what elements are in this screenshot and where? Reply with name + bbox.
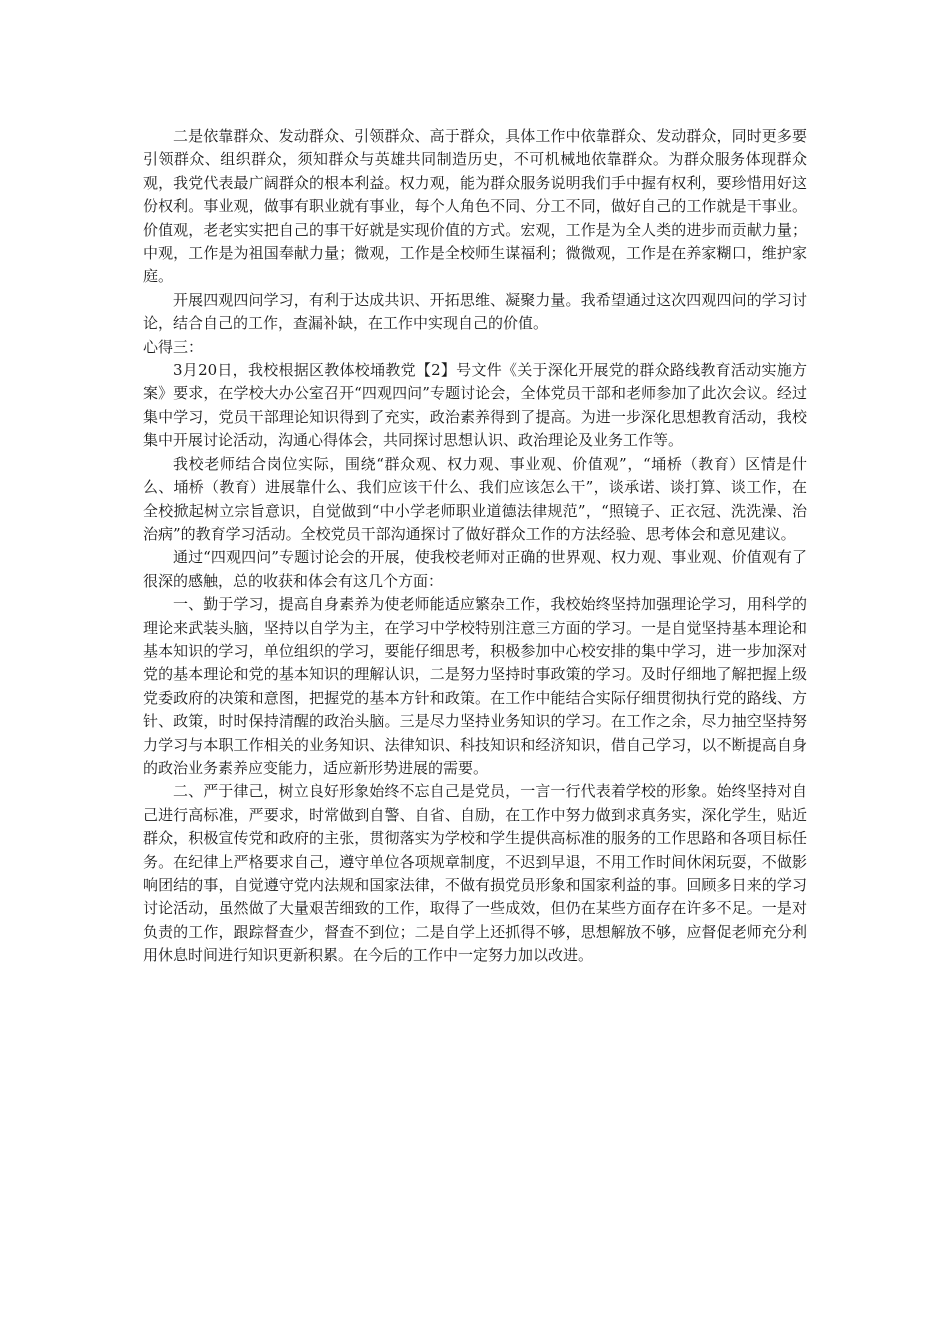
paragraph-1: 二是依靠群众、发动群众、引领群众、高于群众，具体工作中依靠群众、发动群众，同时更多要引领群众、组织群众，须知群众与英雄共同制造历史，不可机械地依靠群众。为群众服务体现群众观，我党代表最广阔群众的根本利益。权力观，能为群众服务说明我们手中握有权利，要珍惜用好这份权利。事业观，做事有职业就有事业，每个人角色不同、分工不同，做好自己的工作就是干事业。价值观，老老实实把自己的事干好就是实现价值的方式。宏观，工作是为全人类的进步而贡献力量；中观，工作是为祖国奉献力量；微观，工作是全校师生谋福利；微微观，工作是在养家糊口，维护家庭。 — [143, 127, 807, 286]
paragraph-2: 开展四观四问学习，有利于达成共识、开拓思维、凝聚力量。我希望通过这次四观四问的学习讨论，结合自己的工作，查漏补缺，在工作中实现自己的价值。 — [143, 290, 807, 333]
section-paragraph-1: 3月20日，我校根据区教体校埇教党【2】号文件《关于深化开展党的群众路线教育活动实施方案》要求，在学校大办公室召开“四观四问”专题讨论会，全体党员干部和老师参加了此次会议。经过集中学习，党员干部理论知识得到了充实，政治素养得到了提高。为进一步深化思想教育活动，我校集中开展讨论活动，沟通心得体会，共同探讨思想认识、政治理论及业务工作等。 — [143, 361, 807, 450]
section-paragraph-4: 一、勤于学习，提高自身素养为使老师能适应繁杂工作，我校始终坚持加强理论学习，用科学的理论来武装头脑，坚持以自学为主，在学习中学校特别注意三方面的学习。一是自觉坚持基本理论和基本知识的学习，单位组织的学习，要能仔细思考，积极参加中心校安排的集中学习，进一步加深对党的基本理论和党的基本知识的理解认识，二是努力坚持时事政策的学习。及时仔细地了解把握上级党委政府的决策和意图，把握党的基本方针和政策。在工作中能结合实际仔细贯彻执行党的路线、方针、政策，时时保持清醒的政治头脑。三是尽力坚持业务知识的学习。在工作之余，尽力抽空坚持努力学习与本职工作相关的业务知识、法律知识、科技知识和经济知识，借自己学习，以不断提高自身的政治业务素养应变能力，适应新形势进展的需要。 — [143, 595, 807, 777]
section-heading: 心得三： — [143, 337, 204, 356]
section-paragraph-2: 我校老师结合岗位实际，围绕“群众观、权力观、事业观、价值观”，“埇桥（教育）区情是什么、埇桥（教育）进展靠什么、我们应该干什么、我们应该怎么干”，谈承诺、谈打算、谈工作，在全校掀起树立宗旨意识，自觉做到“中小学老师职业道德法律规范”，“照镜子、正衣冠、洗洗澡、治治病”的教育学习活动。全校党员干部沟通探讨了做好群众工作的方法经验、思考体会和意见建议。 — [143, 454, 807, 543]
section-paragraph-5: 二、严于律己，树立良好形象始终不忘自己是党员，一言一行代表着学校的形象。始终坚持对自己进行高标准，严要求，时常做到自警、自省、自励，在工作中努力做到求真务实，深化学生，贴近群众，积极宣传党和政府的主张，贯彻落实为学校和学生提供高标准的服务的工作思路和各项目标任务。在纪律上严格要求自己，遵守单位各项规章制度，不迟到早退，不用工作时间休闲玩耍，不做影响团结的事，自觉遵守党内法规和国家法律，不做有损党员形象和国家利益的事。回顾多日来的学习讨论活动，虽然做了大量艰苦细致的工作，取得了一些成效，但仍在某些方面存在许多不足。一是对负责的工作，跟踪督查少，督查不到位；二是自学上还抓得不够，思想解放不够，应督促老师充分利用休息时间进行知识更新积累。在今后的工作中一定努力加以改进。 — [143, 782, 807, 965]
section-paragraph-3: 通过“四观四问”专题讨论会的开展，使我校老师对正确的世界观、权力观、事业观、价值观有了很深的感触，总的收获和体会有这几个方面： — [143, 548, 807, 590]
document-body — [143, 125, 807, 968]
